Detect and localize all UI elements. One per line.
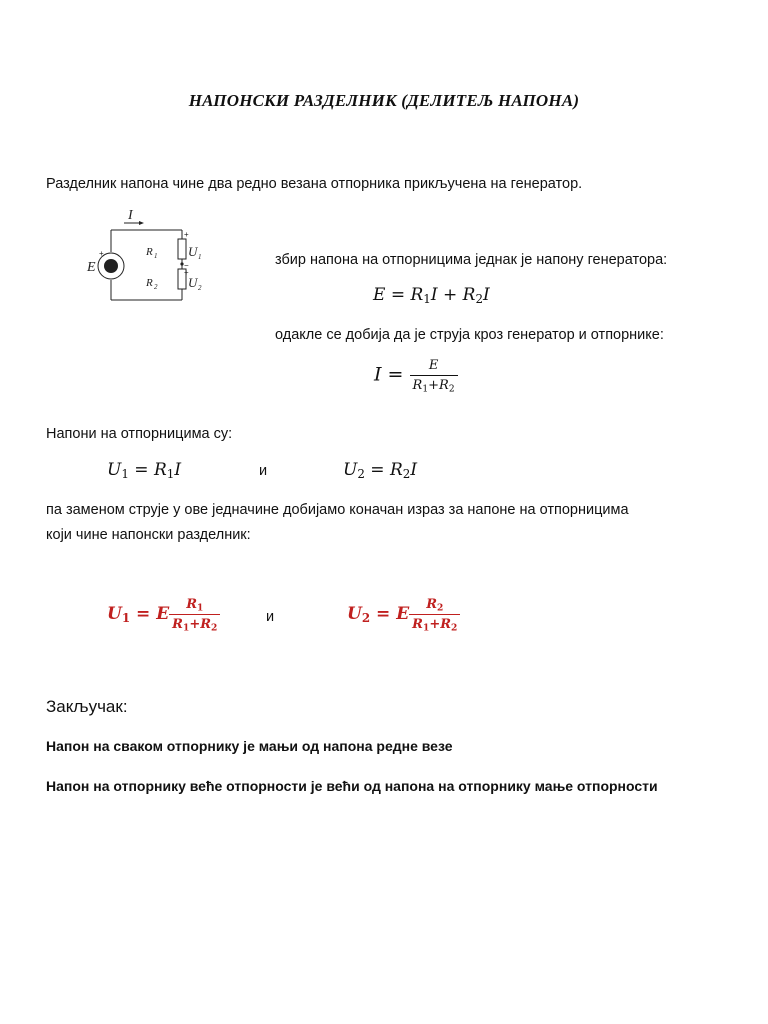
substitution-paragraph-line-2: који чине напонски разделник: [46,527,251,543]
final-equation-u2: $U_2 = E$ $\frac{R_2}{R_1+R_2}$ [347,597,460,632]
conclusion-heading: Закључак: [46,697,128,716]
label-r1-sub: 1 [154,252,158,260]
page-title: НАПОНСКИ РАЗДЕЛНИК (ДЕЛИТЕЉ НАПОНА) [188,91,580,110]
final-equation-u1: $U_1 = E$ $\frac{R_1}{R_1+R_2}$ [107,597,220,632]
source-plus-sign: + [99,249,104,258]
u2-plus-sign: + [184,268,189,277]
equation-u2: $U_2 = R_2I$ [343,460,418,481]
label-u2: U [188,275,198,290]
voltages-paragraph: Напони на отпорницима су: [46,426,233,442]
label-current: I [128,208,133,223]
label-r2-sub: 2 [154,283,158,291]
conclusion-statement-2: Напон на отпорнику веће отпорности је већи од напона на отпорнику мање отпорности [46,778,658,794]
whence-paragraph: одакле се добија да је струја кроз генератор и отпорнике: [275,327,664,343]
sum-paragraph: збир напона на отпорницима једнак је напону генератора: [275,252,668,268]
u1-plus-sign: + [184,230,189,239]
intro-paragraph: Разделник напона чине два редно везана отпорника прикључена на генератор. [46,176,583,192]
voltage-divider-circuit-diagram [84,206,214,306]
equation-e-sum: $E = R_1I + R_2I$ [373,285,490,306]
conjunction-and: и [259,463,268,479]
label-u2-sub: 2 [198,284,202,292]
conjunction-and-final: и [266,609,275,625]
label-u1-sub: 1 [198,253,202,261]
conclusion-statement-1: Напон на сваком отпорнику је мањи од напона редне везе [46,738,453,754]
label-u1: U [188,244,198,259]
label-r1: R [146,246,153,258]
label-source: E [87,260,96,275]
u1-minus-sign: − [184,261,189,270]
substitution-paragraph-line-1: па заменом струје у ове једначине добијамо коначан израз за напоне на отпорницима [46,502,629,518]
resistor-r1-symbol [178,239,186,259]
equation-u1: $U_1 = R_1I$ [107,460,182,481]
label-r2: R [146,277,153,289]
equation-current: I = $\frac{E}{R_1+R_2}$ [374,358,458,393]
